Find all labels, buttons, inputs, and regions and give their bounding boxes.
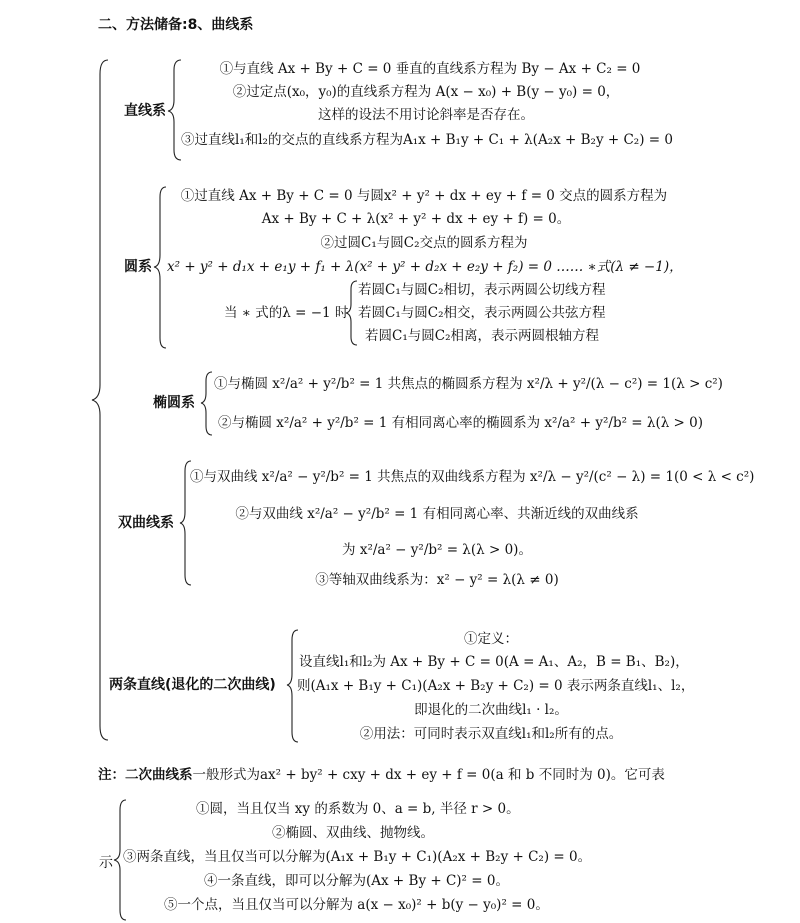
two-lines-item-2: ②用法：可同时表示双直线l₁和l₂所有的点。 bbox=[359, 726, 623, 742]
line-item-2-note: 这样的设法不用讨论斜率是否存在。 bbox=[318, 107, 534, 123]
line-item-1: ①与直线 Ax + By + C = 0 垂直的直线系方程为 By − Ax + C₂ = 0 bbox=[219, 61, 641, 77]
two-lines-item-1: ①定义： bbox=[464, 631, 518, 647]
hyperbola-item-2: ②与双曲线 x²/a² − y²/b² = 1 有相同离心率、共渐近线的双曲线系 bbox=[235, 506, 639, 522]
page-title: 二、方法储备:8、曲线系 bbox=[98, 17, 254, 33]
note-prefix: 注： bbox=[98, 767, 125, 783]
line-system-label: 直线系 bbox=[124, 103, 166, 119]
ellipse-item-2: ②与椭圆 x²/a² + y²/b² = 1 有相同离心率的椭圆系为 x²/a² + y²/b² = λ(λ > 0) bbox=[218, 415, 704, 431]
ellipse-item-1: ①与椭圆 x²/a² + y²/b² = 1 共焦点的椭圆系方程为 x²/λ + y²/(λ − c²) = 1(λ > c²) bbox=[214, 376, 723, 392]
note-item-5: ⑤一个点，当且仅当可以分解为 a(x − x₀)² + b(y − y₀)² = 0。 bbox=[164, 897, 549, 913]
circle-item-2-eq: x² + y² + d₁x + e₁y + f₁ + λ(x² + y² + d₂x + e₂y + f₂) = 0 …… ∗式(λ ≠ −1)， bbox=[167, 259, 683, 275]
note-item-4: ④一条直线，即可以分解为(Ax + By + C)² = 0。 bbox=[204, 873, 509, 889]
note-line bbox=[98, 766, 665, 784]
two-lines-item-1-def: 设直线l₁和l₂为 Ax + By + C = 0(A = A₁、A₂，B = B₁、B₂)， bbox=[299, 654, 689, 670]
circle-item-1: ①过直线 Ax + By + C = 0 与圆x² + y² + dx + ey + f = 0 交点的圆系方程为 bbox=[180, 188, 668, 204]
note-item-1: ①圆，当且仅当 xy 的系数为 0、a = b, 半径 r > 0。 bbox=[196, 801, 520, 817]
circle-condition: 当 ∗ 式的λ = −1 时 bbox=[224, 305, 349, 321]
line-brace bbox=[168, 60, 181, 160]
circle-case-intersect: 若圆C₁与圆C₂相交，表示两圆公共弦方程 bbox=[358, 305, 606, 321]
two-lines-label: 两条直线(退化的二次曲线) bbox=[109, 677, 276, 693]
note-text: 一般形式为ax² + by² + cxy + dx + ey + f = 0(a 和 b 不同时为 0)。它可表 bbox=[192, 767, 665, 783]
two-lines-item-1-product: 则(A₁x + B₁y + C₁)(A₂x + B₂y + C₂) = 0 表示两条直线l₁、l₂， bbox=[297, 678, 695, 694]
note-item-2: ②椭圆、双曲线、抛物线。 bbox=[272, 825, 434, 841]
ellipse-brace bbox=[201, 372, 212, 435]
hyperbola-system-label: 双曲线系 bbox=[118, 515, 174, 531]
line-item-3: ③过直线l₁和l₂的交点的直线系方程为A₁x + B₁y + C₁ + λ(A₂x + B₂y + C₂) = 0 bbox=[181, 132, 673, 148]
hyperbola-item-2-eq: 为 x²/a² − y²/b² = λ(λ > 0)。 bbox=[342, 542, 532, 558]
note-item-3: ③两条直线，当且仅当可以分解为(A₁x + B₁y + C₁)(A₂x + B₂y + C₂) = 0。 bbox=[123, 849, 592, 865]
line-item-2: ②过定点(x₀，y₀)的直线系方程为 A(x − x₀) + B(y − y₀) = 0， bbox=[232, 84, 620, 100]
two-lines-item-1-degenerate: 即退化的二次曲线l₁ · l₂。 bbox=[414, 702, 568, 718]
hyperbola-item-1: ①与双曲线 x²/a² − y²/b² = 1 共焦点的双曲线系方程为 x²/λ − y²/(c² − λ) = 1(0 < λ < c²) bbox=[190, 469, 755, 485]
circle-case-separate: 若圆C₁与圆C₂相离，表示两圆根轴方程 bbox=[365, 328, 599, 344]
circle-item-1-eq: Ax + By + C + λ(x² + y² + dx + ey + f) = 0。 bbox=[261, 211, 571, 227]
circle-brace bbox=[154, 187, 166, 348]
note-shi-char: 示 bbox=[99, 855, 113, 871]
hyperbola-item-3: ③等轴双曲线系为：x² − y² = λ(λ ≠ 0) bbox=[315, 572, 559, 588]
circle-item-2: ②过圆C₁与圆C₂交点的圆系方程为 bbox=[320, 235, 528, 251]
outer-brace bbox=[92, 60, 108, 740]
circle-case-tangent: 若圆C₁与圆C₂相切，表示两圆公切线方程 bbox=[358, 282, 606, 298]
ellipse-system-label: 椭圆系 bbox=[153, 395, 195, 411]
circle-system-label: 圆系 bbox=[124, 259, 152, 275]
note-term: 二次曲线系 bbox=[125, 767, 193, 783]
